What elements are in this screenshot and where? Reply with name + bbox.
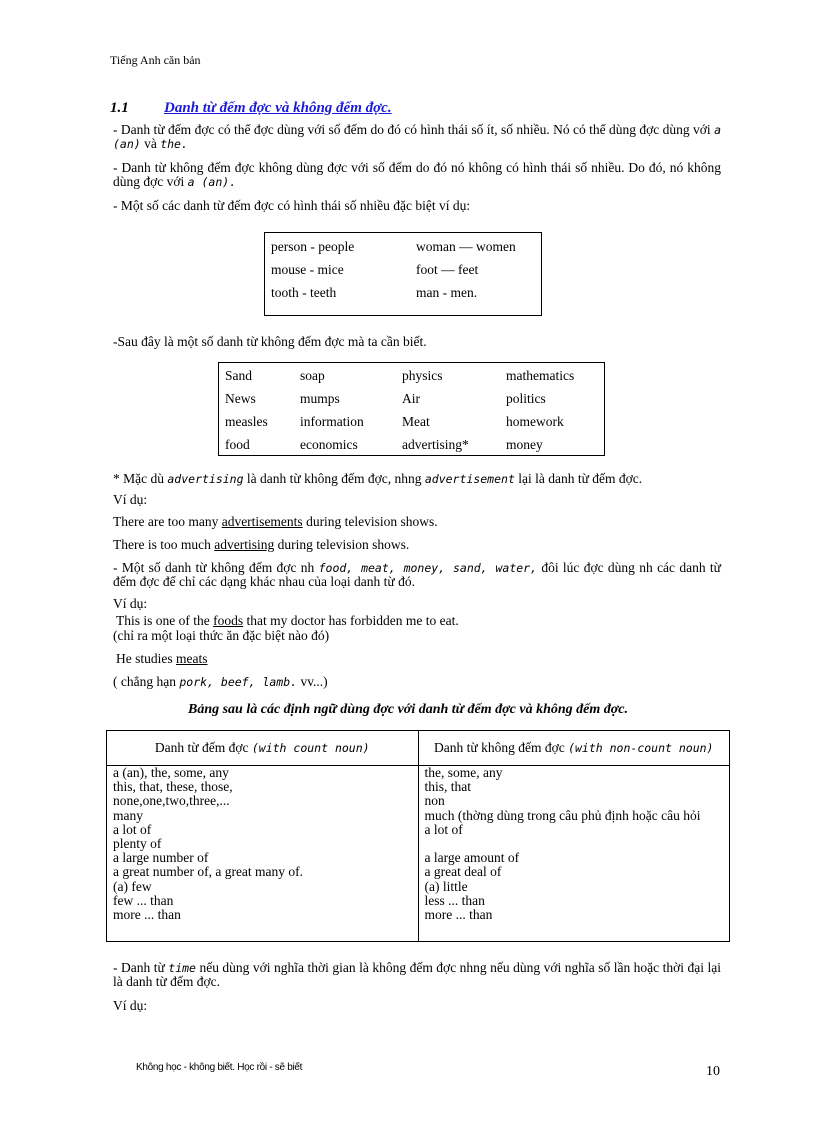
text: There are too many xyxy=(113,514,222,529)
example-sentence xyxy=(116,613,459,629)
irregular-plurals-table xyxy=(271,235,516,304)
list-item: plenty of xyxy=(113,836,162,852)
emphasis: a (an). xyxy=(187,175,237,189)
cell: information xyxy=(300,413,364,429)
page-number: 10 xyxy=(706,1064,720,1079)
example-note xyxy=(113,674,328,690)
emphasis: food, meat, money, sand, water, xyxy=(318,561,538,575)
cell: homework xyxy=(506,413,564,429)
table-row xyxy=(271,281,516,304)
cell: Air xyxy=(402,390,420,406)
emphasis: time xyxy=(168,961,196,975)
uncountable-intro: -Sau đây là một số danh từ không đếm đợc mà ta cần biết. xyxy=(113,334,427,349)
table-row xyxy=(225,364,574,387)
cell: soap xyxy=(300,367,325,383)
section-heading xyxy=(110,100,392,117)
cell: measles xyxy=(225,413,268,429)
cell: man - men. xyxy=(416,284,478,300)
paragraph-uncountable-as-countable xyxy=(113,561,721,589)
determiner-table xyxy=(106,730,730,942)
cell: mumps xyxy=(300,390,340,406)
column-header-count xyxy=(107,731,419,766)
underlined-word: foods xyxy=(213,613,244,628)
list-item: a large amount of xyxy=(424,850,520,866)
underlined-word: advertisements xyxy=(221,514,303,529)
emphasis: (with count noun) xyxy=(251,741,370,755)
list-item: (a) little xyxy=(424,878,468,894)
list-item: (a) few xyxy=(113,878,152,894)
text: vv...) xyxy=(297,674,328,689)
text: during television shows. xyxy=(274,537,410,552)
text: đôi lúc đợc dùng nh các danh từ đếm đợc để chỉ các dạng khác nhau của loại danh từ đó. xyxy=(113,560,721,589)
cell: foot — feet xyxy=(416,261,479,277)
non-count-determiners-cell xyxy=(418,766,730,942)
advertising-note xyxy=(113,471,642,487)
example-sentence xyxy=(113,537,409,553)
text: This is one of the xyxy=(116,613,214,628)
list-item: this, that, these, those, xyxy=(113,779,233,795)
uncountable-nouns-table xyxy=(225,364,574,456)
text: Danh từ không đếm đợc xyxy=(434,740,569,755)
example-label: Ví dụ: xyxy=(113,596,148,611)
paragraph-countable xyxy=(113,123,721,151)
text: - Danh từ không đếm đợc không dùng đợc với số đếm do đó nó không có hình thái số nhiều. Do đó, nó không dùng đợc với xyxy=(113,160,721,189)
text: * Mặc dù xyxy=(113,471,168,486)
uncountable-nouns-box xyxy=(218,362,605,456)
underlined-word: meats xyxy=(176,651,208,666)
list-item: a great deal of xyxy=(424,864,502,880)
table-row xyxy=(225,410,574,433)
list-item: this, that xyxy=(424,779,471,795)
underlined-word: advertising xyxy=(214,537,275,552)
paragraph-uncountable xyxy=(113,161,721,189)
text: lại là danh từ đếm đợc. xyxy=(514,471,643,486)
list-item: few ... than xyxy=(113,892,174,908)
text: There is too much xyxy=(113,537,215,552)
emphasis: the. xyxy=(160,137,188,151)
paragraph-time xyxy=(113,961,721,989)
cell: money xyxy=(506,436,543,452)
cell: advertising* xyxy=(402,436,469,452)
section-title[interactable]: Danh từ đếm đợc và không đếm đợc. xyxy=(164,100,392,116)
emphasis: advertisement xyxy=(424,472,515,486)
cell: woman — women xyxy=(416,238,516,254)
text: during television shows. xyxy=(302,514,438,529)
footer-motto: Không học - không biết. Học rồi - sẽ biết xyxy=(136,1062,303,1073)
column-header-non-count xyxy=(418,731,730,766)
irregular-plurals-box xyxy=(264,232,542,316)
text: - Danh từ xyxy=(113,960,169,975)
cell: person - people xyxy=(271,238,355,254)
list-item: a great number of, a great many of. xyxy=(113,864,304,880)
text: là danh từ không đếm đợc, nhng xyxy=(243,471,425,486)
cell: Meat xyxy=(402,413,430,429)
cell: politics xyxy=(506,390,546,406)
table-row xyxy=(225,387,574,410)
list-item: more ... than xyxy=(113,907,181,923)
emphasis: (with non-count noun) xyxy=(568,741,714,755)
count-determiners-cell xyxy=(107,766,419,942)
cell: News xyxy=(225,390,256,406)
text: Danh từ đếm đợc xyxy=(154,740,252,755)
emphasis: pork, beef, lamb. xyxy=(179,675,298,689)
text: that my doctor has forbidden me to eat. xyxy=(243,613,459,628)
text: ( chẳng hạn xyxy=(113,674,180,689)
example-sentence xyxy=(116,651,208,667)
text: nếu dùng với nghĩa thời gian là không đếm đợc nhng nếu dùng với nghĩa số lần hoặc thời đại lại là danh từ đếm đợc. xyxy=(113,960,721,989)
list-item: less ... than xyxy=(424,892,485,908)
list-item: non xyxy=(424,793,445,809)
list-item: a lot of xyxy=(424,821,463,837)
text: - Danh từ đếm đợc có thể đợc dùng với số đếm do đó có hình thái số ít, số nhiều. Nó có thể dùng đợc dùng với xyxy=(113,122,715,137)
list-item: the, some, any xyxy=(424,765,503,780)
cell: food xyxy=(225,436,250,452)
table-row xyxy=(225,433,574,456)
cell: mathematics xyxy=(506,367,575,383)
table-row xyxy=(271,235,516,258)
cell: Sand xyxy=(225,367,252,383)
section-number: 1.1 xyxy=(110,100,129,116)
list-item: more ... than xyxy=(424,907,493,923)
list-item: none,one,two,three,... xyxy=(113,793,230,809)
list-item: a (an), the, some, any xyxy=(113,765,229,780)
list-item: much (thờng dùng trong câu phủ định hoặc câu hỏi xyxy=(424,807,701,823)
list-item: a lot of xyxy=(113,821,152,837)
text: - Một số danh từ không đếm đợc nh xyxy=(113,560,319,575)
list-item xyxy=(425,837,724,851)
cell: physics xyxy=(402,367,443,383)
example-sentence xyxy=(113,514,438,530)
example-label: Ví dụ: xyxy=(113,492,148,507)
text: He studies xyxy=(116,651,176,666)
paragraph-irregular-intro: - Một số các danh từ đếm đợc có hình thái số nhiều đặc biệt ví dụ: xyxy=(113,198,471,213)
table-row xyxy=(107,766,730,942)
list-item: a large number of xyxy=(113,850,209,866)
table-header-row xyxy=(107,731,730,766)
cell: economics xyxy=(300,436,358,452)
running-header: Tiếng Anh căn bản xyxy=(110,53,201,67)
emphasis: advertising xyxy=(167,472,244,486)
text: và xyxy=(140,136,161,151)
determiner-table-title: Bảng sau là các định ngữ dùng đợc với danh từ đếm đợc và không đếm đợc. xyxy=(187,702,629,717)
example-label: Ví dụ: xyxy=(113,998,148,1013)
table-row xyxy=(271,258,516,281)
cell: mouse - mice xyxy=(271,261,344,277)
cell: tooth - teeth xyxy=(271,284,337,300)
emphasis: a (an) xyxy=(113,123,721,151)
example-note: (chỉ ra một loại thức ăn đặc biệt nào đó) xyxy=(113,628,330,643)
list-item: many xyxy=(113,807,143,823)
